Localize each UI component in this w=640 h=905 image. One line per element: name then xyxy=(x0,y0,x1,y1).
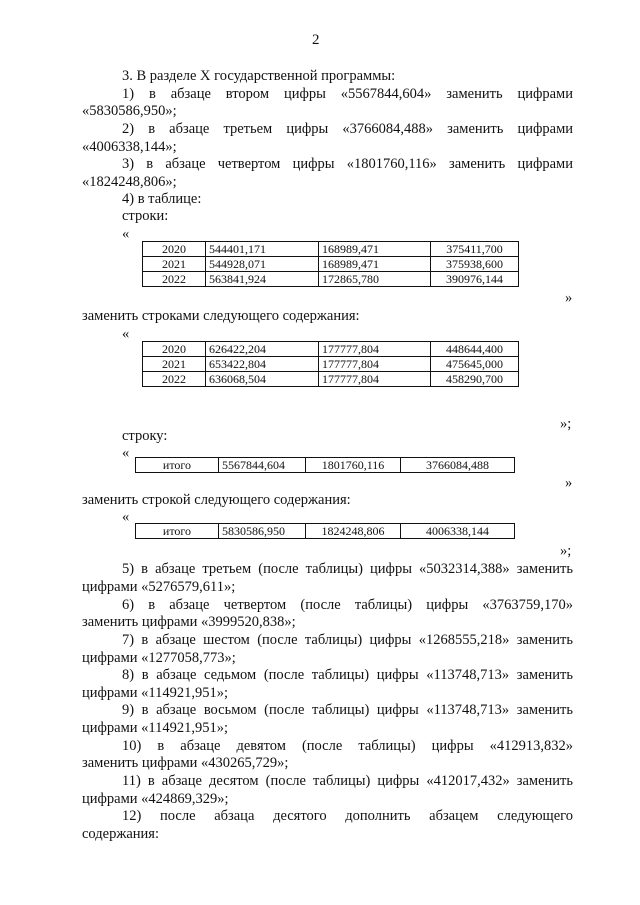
close-quote: »; xyxy=(560,543,572,559)
table-row xyxy=(136,458,515,473)
table-cell: итого xyxy=(136,458,219,473)
item-12-line-2: содержания: xyxy=(82,826,160,842)
open-quote: « xyxy=(122,509,130,525)
page-number: 2 xyxy=(312,32,320,48)
table-row xyxy=(136,524,515,539)
item-12-line-1: 12) после абзаца десятого дополнить абзацем следующего xyxy=(122,808,573,824)
table-row xyxy=(143,372,519,387)
item-11-line-2: цифрами «424869,329»; xyxy=(82,791,229,807)
open-quote: « xyxy=(122,226,130,242)
item-7-line-1: 7) в абзаце шестом (после таблицы) цифры «1268555,218» заменить xyxy=(122,632,573,648)
open-quote: « xyxy=(122,445,130,461)
item-2-line-1: 2) в абзаце третьем цифры «3766084,488» заменить цифрами xyxy=(122,121,573,137)
table-row xyxy=(143,272,519,287)
table-cell: 1801760,116 xyxy=(306,458,401,473)
close-quote: » xyxy=(565,475,573,491)
item-1-line-1: 1) в абзаце втором цифры «5567844,604» заменить цифрами xyxy=(122,86,573,102)
table-cell: 2020 xyxy=(143,342,206,357)
table-cell: 390976,144 xyxy=(431,272,519,287)
table-cell: итого xyxy=(136,524,219,539)
table-row xyxy=(143,257,519,272)
close-quote: »; xyxy=(560,416,572,432)
table-cell: 653422,804 xyxy=(206,357,319,372)
item-4: 4) в таблице: xyxy=(122,191,202,207)
item-9-line-2: цифрами «114921,951»; xyxy=(82,720,229,736)
replace-rows-text: заменить строками следующего содержания: xyxy=(82,308,360,324)
table-cell: 5567844,604 xyxy=(219,458,306,473)
table-cell: 2022 xyxy=(143,272,206,287)
table-cell: 172865,780 xyxy=(319,272,431,287)
item-5-line-1: 5) в абзаце третьем (после таблицы) цифры «5032314,388» заменить xyxy=(122,561,573,577)
replace-row-text: заменить строкой следующего содержания: xyxy=(82,492,351,508)
rows-label: строки: xyxy=(122,208,169,224)
table-cell: 2021 xyxy=(143,257,206,272)
item-6-line-2: заменить цифрами «3999520,838»; xyxy=(82,614,296,630)
table-cell: 544928,071 xyxy=(206,257,319,272)
item-8-line-1: 8) в абзаце седьмом (после таблицы) цифры «113748,713» заменить xyxy=(122,667,573,683)
table-cell: 544401,171 xyxy=(206,242,319,257)
item-11-line-1: 11) в абзаце десятом (после таблицы) цифры «412017,432» заменить xyxy=(122,773,573,789)
item-10-line-2: заменить цифрами «430265,729»; xyxy=(82,755,289,771)
table-row xyxy=(143,242,519,257)
row-label: строку: xyxy=(122,428,168,444)
table-row xyxy=(143,357,519,372)
item-5-line-2: цифрами «5276579,611»; xyxy=(82,579,236,595)
table-cell: 168989,471 xyxy=(319,257,431,272)
item-1-line-2: «5830586,950»; xyxy=(82,103,177,119)
table-cell: 168989,471 xyxy=(319,242,431,257)
section-heading: 3. В разделе X государственной программы: xyxy=(122,68,396,84)
table-cell: 1824248,806 xyxy=(306,524,401,539)
table-row xyxy=(143,342,519,357)
item-10-line-1: 10) в абзаце девятом (после таблицы) цифры «412913,832» xyxy=(122,738,573,754)
table-cell: 626422,204 xyxy=(206,342,319,357)
table-cell: 2021 xyxy=(143,357,206,372)
item-2-line-2: «4006338,144»; xyxy=(82,139,177,155)
table-cell: 4006338,144 xyxy=(401,524,515,539)
table-cell: 475645,000 xyxy=(431,357,519,372)
table-cell: 3766084,488 xyxy=(401,458,515,473)
open-quote: « xyxy=(122,326,130,342)
table-cell: 563841,924 xyxy=(206,272,319,287)
old-total-table xyxy=(135,457,515,473)
table-cell: 448644,400 xyxy=(431,342,519,357)
table-cell: 458290,700 xyxy=(431,372,519,387)
item-8-line-2: цифрами «114921,951»; xyxy=(82,685,229,701)
table-cell: 177777,804 xyxy=(319,372,431,387)
table-cell: 177777,804 xyxy=(319,342,431,357)
item-9-line-1: 9) в абзаце восьмом (после таблицы) цифры «113748,713» заменить xyxy=(122,702,573,718)
table-cell: 375411,700 xyxy=(431,242,519,257)
old-rows-table xyxy=(142,241,519,287)
item-7-line-2: цифрами «1277058,773»; xyxy=(82,650,236,666)
item-6-line-1: 6) в абзаце четвертом (после таблицы) цифры «3763759,170» xyxy=(122,597,573,613)
new-rows-table xyxy=(142,341,519,387)
item-3-line-1: 3) в абзаце четвертом цифры «1801760,116» заменить цифрами xyxy=(122,156,573,172)
table-cell: 636068,504 xyxy=(206,372,319,387)
table-cell: 2020 xyxy=(143,242,206,257)
table-cell: 2022 xyxy=(143,372,206,387)
close-quote: » xyxy=(565,290,573,306)
table-cell: 375938,600 xyxy=(431,257,519,272)
item-3-line-2: «1824248,806»; xyxy=(82,174,177,190)
table-cell: 177777,804 xyxy=(319,357,431,372)
new-total-table xyxy=(135,523,515,539)
table-cell: 5830586,950 xyxy=(219,524,306,539)
